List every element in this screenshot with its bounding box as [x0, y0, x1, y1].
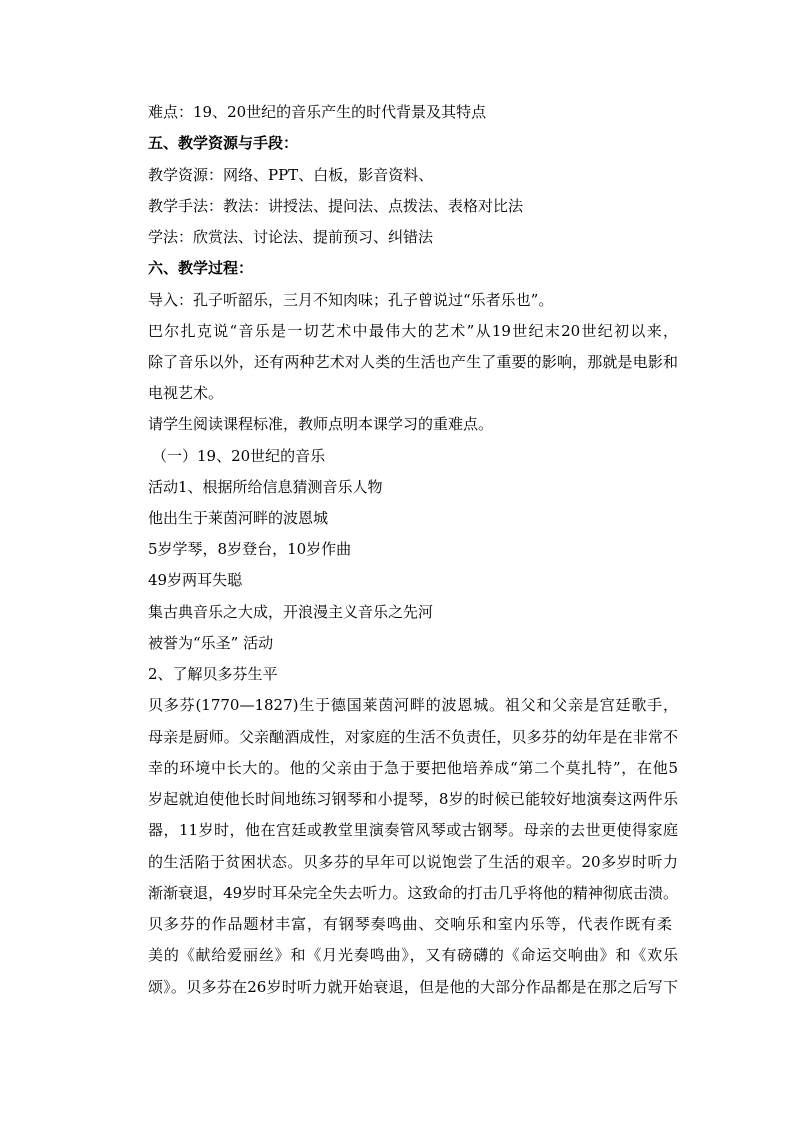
clue-line: 集古典音乐之大成，开浪漫主义音乐之先河 — [148, 603, 434, 621]
paragraph-line: 美的《献给爱丽丝》和《月光奏鸣曲》，又有磅礴的《命运交响曲》和《欢乐 — [148, 946, 678, 964]
paragraph-line: 渐渐衰退，49岁时耳朵完全失去听力。这致命的打击几乎将他的精神彻底击溃。 — [148, 884, 678, 902]
teaching-resources: 教学资源：网络、PPT、白板，影音资料、 — [148, 166, 434, 184]
clue-line: 5岁学琴，8岁登台，10岁作曲 — [148, 540, 352, 558]
section-heading-process: 六、教学过程： — [148, 259, 254, 277]
introduction: 导入：孔子听韶乐，三月不知肉味；孔子曾说过“乐者乐也”。 — [148, 291, 554, 309]
clue-line: 他出生于莱茵河畔的波恩城 — [148, 509, 329, 527]
paragraph-line: 的生活陷于贫困状态。贝多芬的早年可以说饱尝了生活的艰辛。20多岁时听力 — [148, 853, 678, 871]
learning-methods: 学法：欣赏法、讨论法、提前预习、纠错法 — [148, 228, 434, 246]
paragraph-line: 贝多芬(1770—1827)生于德国莱茵河畔的波恩城。祖父和父亲是宫廷歌手， — [148, 696, 678, 714]
section-heading-resources: 五、教学资源与手段： — [148, 134, 299, 152]
instruction-line: 请学生阅读课程标准，教师点明本课学习的重难点。 — [148, 415, 494, 433]
paragraph-line: 母亲是厨师。父亲酗酒成性，对家庭的生活不负责任，贝多芬的幼年是在非常不 — [148, 728, 678, 746]
paragraph-line: 幸的环境中长大的。他的父亲由于急于要把他培养成“第二个莫扎特”，在他5 — [148, 759, 678, 777]
teaching-methods: 教学手法：教法：讲授法、提问法、点拨法、表格对比法 — [148, 197, 524, 215]
clue-line: 被誉为“乐圣” 活动 — [148, 634, 274, 652]
paragraph-line: 贝多芬的作品题材丰富，有钢琴奏鸣曲、交响乐和室内乐等，代表作既有柔 — [148, 915, 672, 933]
paragraph-line: 巴尔扎克说“音乐是一切艺术中最伟大的艺术”从19世纪末20世纪初以来， — [148, 322, 678, 340]
paragraph-line: 岁起就迫使他长时间地练习钢琴和小提琴，8岁的时候已能较好地演奏这两件乐 — [148, 790, 678, 808]
activity-2: 2、了解贝多芬生平 — [148, 665, 278, 683]
subsection-heading: （一）19、20世纪的音乐 — [152, 447, 326, 465]
activity-1: 活动1、根据所给信息猜测音乐人物 — [148, 478, 383, 496]
paragraph-line: 器，11岁时，他在宫廷或教堂里演奏管风琴或古钢琴。母亲的去世更使得家庭 — [148, 821, 678, 839]
difficulty-point: 难点：19、20世纪的音乐产生的时代背景及其特点 — [148, 103, 487, 121]
clue-line: 49岁两耳失聪 — [148, 571, 243, 589]
paragraph-line: 颂》。贝多芬在26岁时听力就开始衰退，但是他的大部分作品都是在那之后写下 — [148, 978, 678, 996]
paragraph-line: 除了音乐以外，还有两种艺术对人类的生活也产生了重要的影响，那就是电影和 — [148, 353, 678, 371]
paragraph-line: 电视艺术。 — [148, 384, 224, 402]
